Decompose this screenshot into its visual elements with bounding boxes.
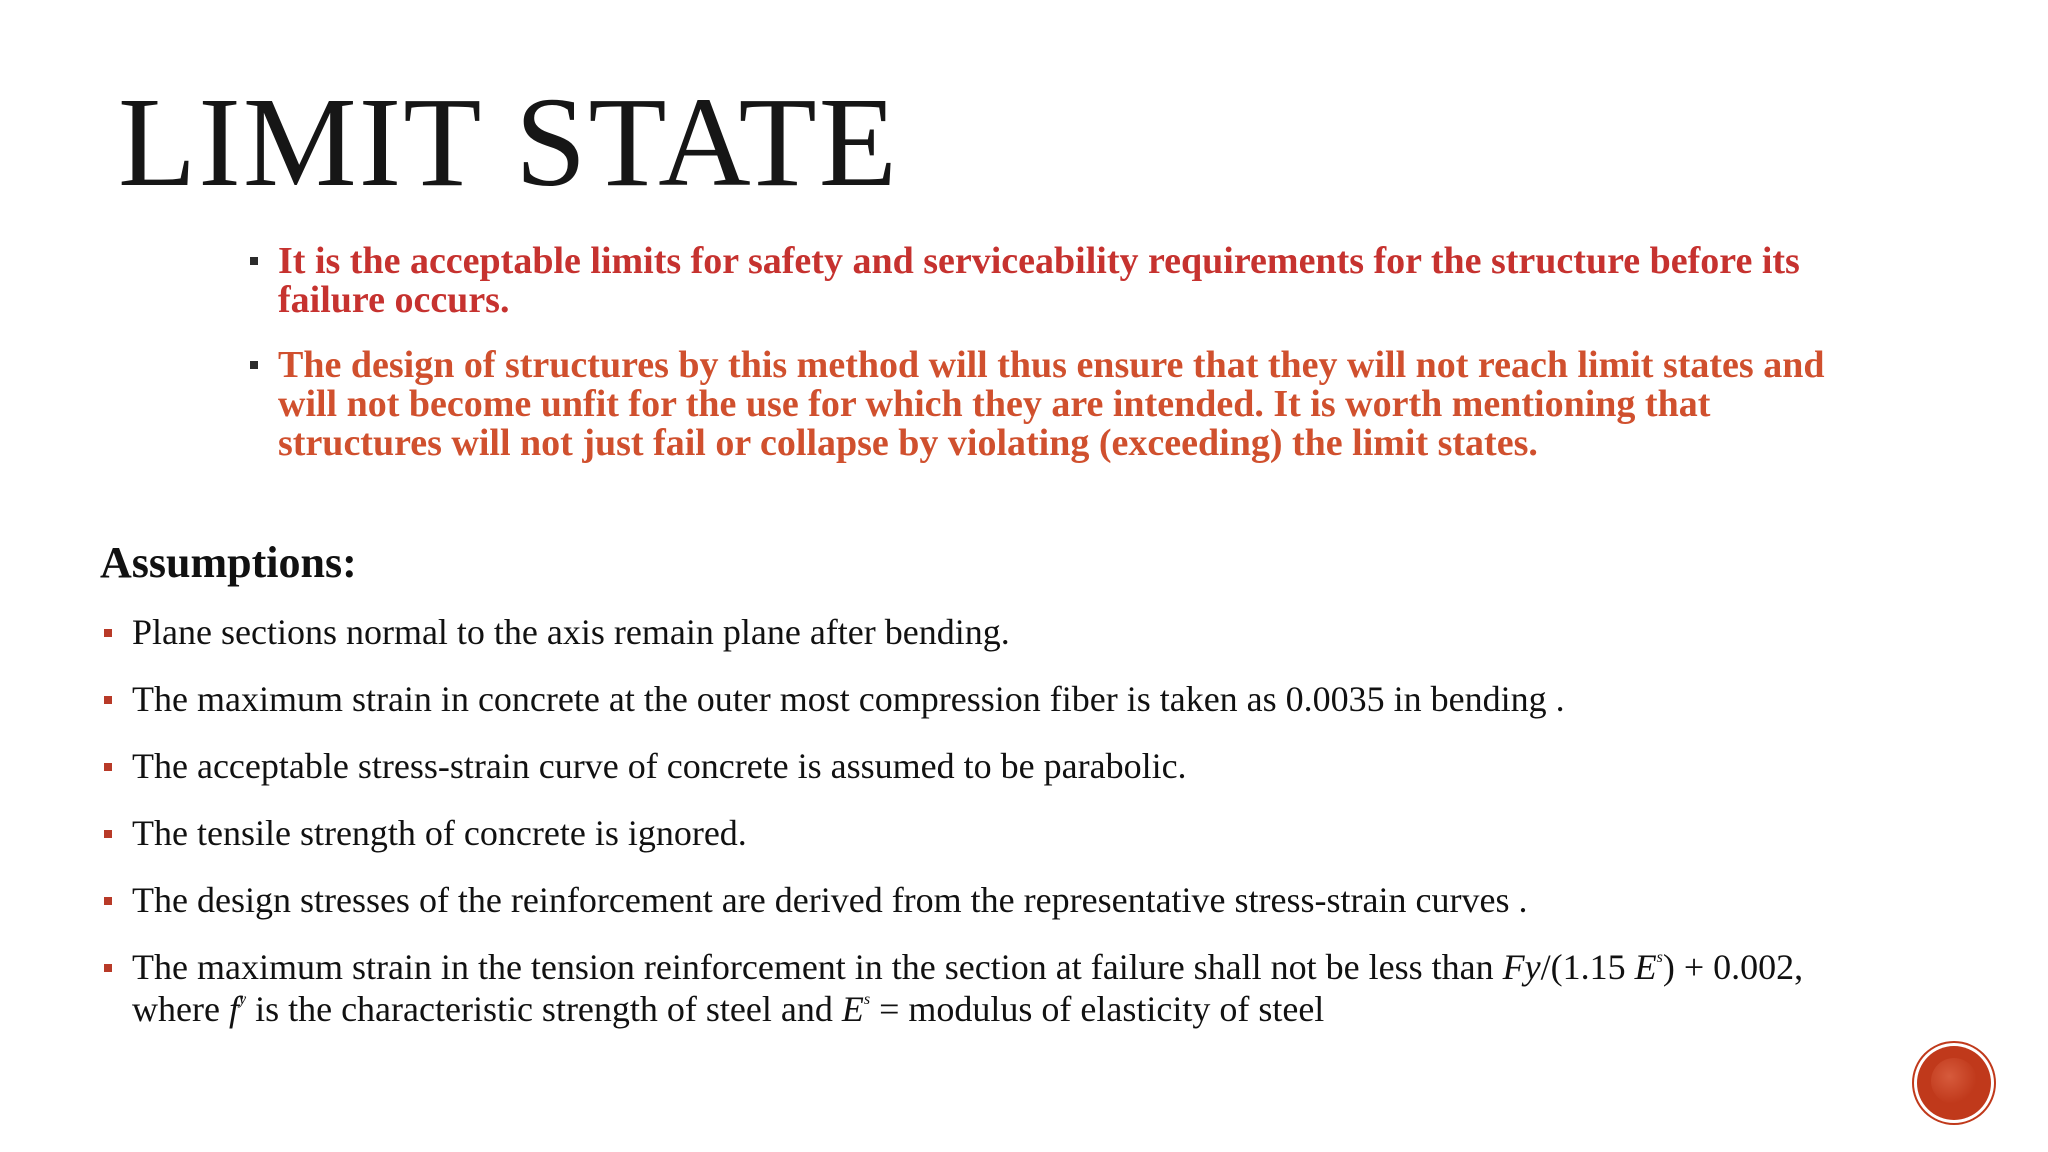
assumption-text: The maximum strain in the tension reinforcement in the section at failure shall not be less than <box>132 947 1503 987</box>
slide-title: LIMIT STATE <box>118 71 899 213</box>
assumptions-list <box>100 611 2000 1055</box>
intro-item-definition <box>248 242 1868 320</box>
assumption-text: The maximum strain in concrete at the outer most compression fiber is taken as 0.0035 in bending . <box>132 679 1565 719</box>
assumption-text-strength: is the characteristic strength of steel and <box>246 989 842 1029</box>
assumption-item <box>100 879 2000 921</box>
square-bullet-icon <box>104 830 112 838</box>
formula-es: $E^s$ <box>1634 947 1663 987</box>
assumption-text: Plane sections normal to the axis remain plane after bending. <box>132 612 1010 652</box>
square-bullet-icon <box>250 361 258 369</box>
intro-item-design <box>248 346 1868 463</box>
square-bullet-icon <box>104 763 112 771</box>
intro-text: The design of structures by this method will thus ensure that they will not reach limit states and will not become unfit for the use for which they are intended. It is worth mentioning that structures will not just fail or collapse by violating (exceeding) the limit states. <box>278 344 1825 464</box>
symbol-es: $E^s$ <box>841 989 871 1029</box>
intro-list <box>248 242 1868 489</box>
assumption-text: The tensile strength of concrete is ignored. <box>132 813 747 853</box>
symbol-fy: $f^y$ <box>228 989 247 1029</box>
formula-divisor: /(1.15 <box>1540 947 1635 987</box>
formula-fy: Fy <box>1502 947 1541 987</box>
assumptions-heading: Assumptions: <box>100 538 357 587</box>
assumption-text-where: where <box>132 989 229 1029</box>
assumption-item <box>100 678 2000 720</box>
badge-shine <box>1931 1058 1977 1104</box>
square-bullet-icon <box>104 696 112 704</box>
square-bullet-icon <box>104 897 112 905</box>
assumption-text: The acceptable stress-strain curve of concrete is assumed to be parabolic. <box>132 746 1187 786</box>
formula-tail: ) + 0.002, <box>1662 947 1804 987</box>
intro-text: It is the acceptable limits for safety and serviceability requirements for the structure before its failure occurs. <box>278 240 1800 321</box>
square-bullet-icon <box>104 964 112 972</box>
assumption-item <box>100 745 2000 787</box>
assumption-item <box>100 812 2000 854</box>
square-bullet-icon <box>250 257 258 265</box>
slide-badge-icon <box>1917 1046 1991 1120</box>
assumption-item-strain-formula <box>100 946 2000 1030</box>
square-bullet-icon <box>104 629 112 637</box>
assumption-item <box>100 611 2000 653</box>
assumption-text-modulus: = modulus of elasticity of steel <box>870 989 1325 1029</box>
assumption-text: The design stresses of the reinforcement are derived from the representative stress-strain curves . <box>132 880 1528 920</box>
